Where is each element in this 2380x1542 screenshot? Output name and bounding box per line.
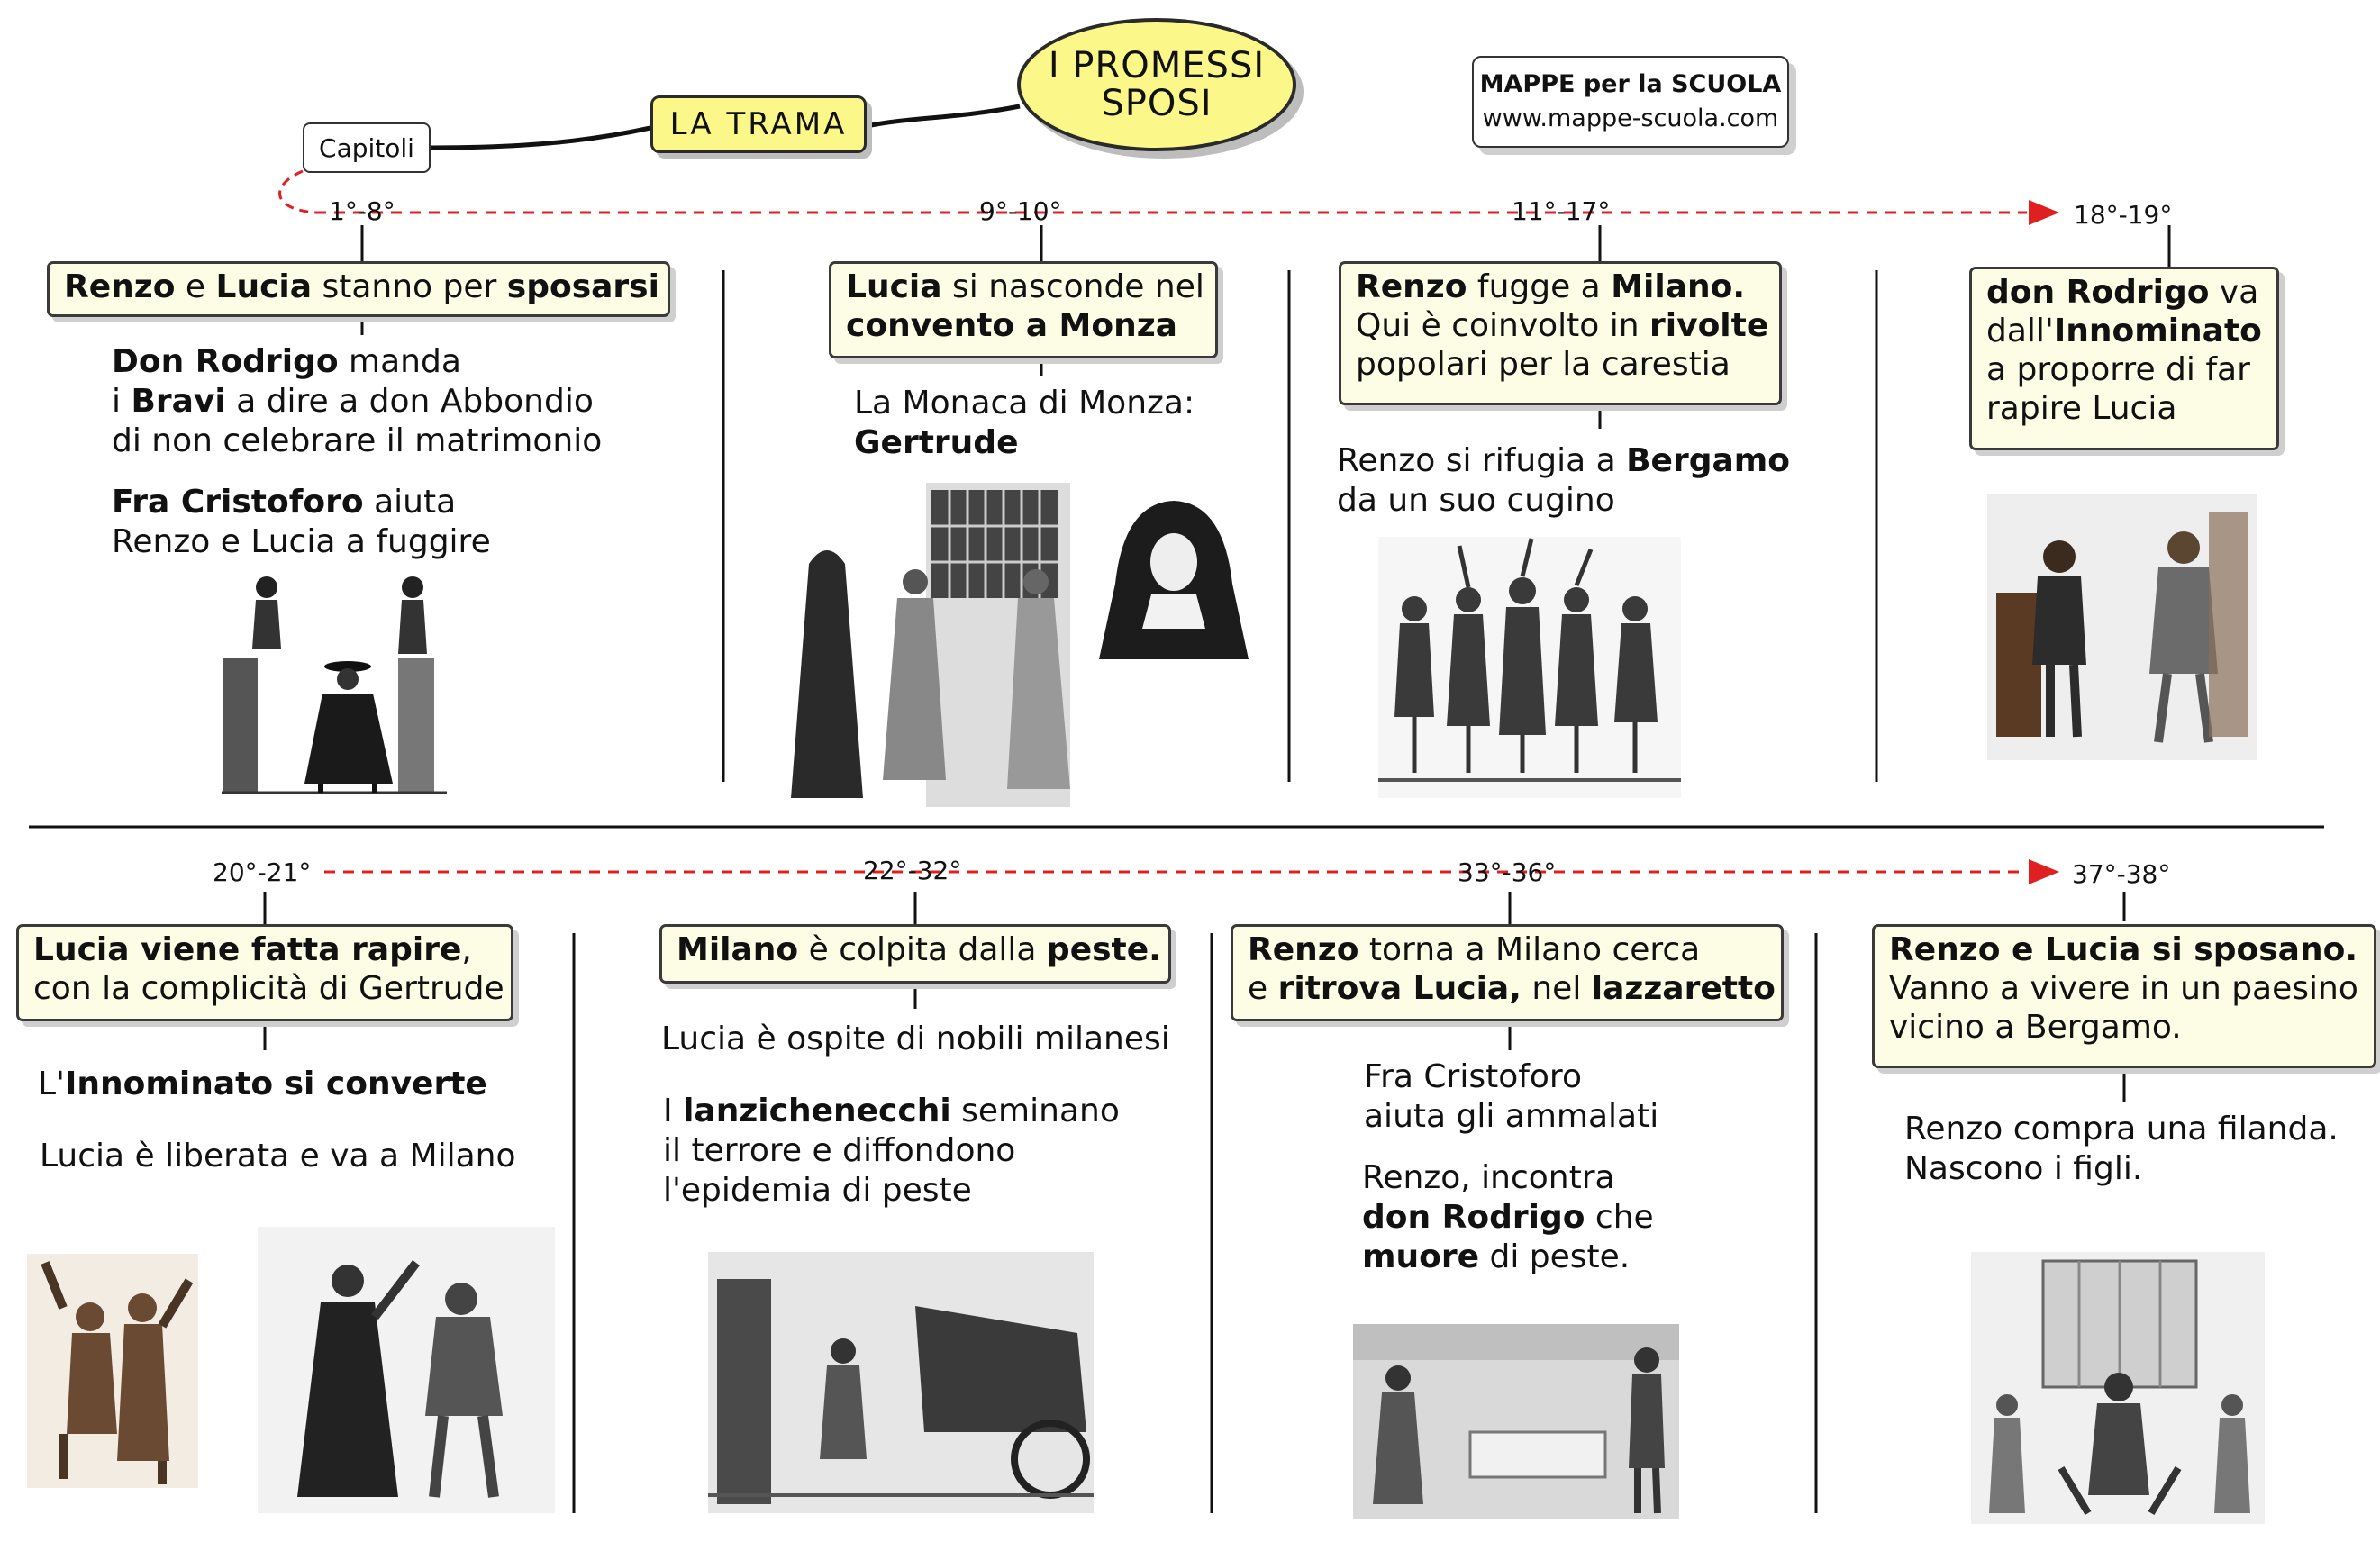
plot-box-6: [659, 924, 1171, 984]
plot-box-7: [1231, 924, 1784, 1021]
box-text: rivolte: [1649, 307, 1769, 344]
box-text: don Rodrigo: [1986, 274, 2210, 311]
title-line-2: SPOSI: [1101, 83, 1213, 124]
box-text: con la complicità di Gertrude: [33, 970, 504, 1007]
detail-text: a dire a don Abbondio: [225, 383, 594, 420]
timeline-bottom-arrow: [2029, 859, 2059, 884]
detail-text: il terrore e diffondono: [663, 1132, 1016, 1169]
title-line-1: I PROMESSI: [1048, 45, 1266, 86]
plot-box-2: [829, 261, 1218, 358]
box-text: e: [175, 268, 216, 305]
box-text: Lucia: [215, 268, 313, 305]
chapter-label: 20°-21°: [213, 857, 312, 887]
chapter-label: 18°-19°: [2074, 200, 2173, 230]
box-text: torna a Milano cerca: [1358, 931, 1701, 968]
title-node: [1017, 18, 1296, 151]
detail-text: Fra Cristoforo: [112, 484, 364, 521]
plot-detail: [663, 1092, 1120, 1211]
detail-text: L': [38, 1066, 65, 1102]
detail-text: manda: [338, 343, 461, 380]
box-text: stanno per: [312, 268, 507, 305]
box-text: lazzaretto: [1591, 970, 1776, 1007]
box-text: Vanno a vivere in un paesino: [1889, 970, 2358, 1007]
detail-text: Fra Cristoforo: [1364, 1058, 1582, 1095]
plot-box-1: [47, 261, 670, 317]
chapter-label: 11°-17°: [1512, 196, 1611, 226]
detail-text: seminano: [950, 1093, 1120, 1129]
detail-text: I: [663, 1093, 684, 1129]
plot-box-5: [16, 924, 513, 1021]
box-text: peste.: [1046, 931, 1161, 968]
box-text: nel: [1521, 970, 1592, 1007]
plot-box-3: [1339, 261, 1782, 405]
detail-text: aiuta gli ammalati: [1364, 1098, 1659, 1135]
box-text: vicino a Bergamo.: [1889, 1009, 2182, 1046]
box-text: Renzo: [64, 268, 176, 305]
box-text: Innominato: [2053, 313, 2262, 349]
plot-detail: [661, 1020, 1170, 1059]
box-text: va: [2209, 274, 2259, 311]
plot-detail: [1337, 441, 1790, 521]
branding-box: [1472, 56, 1789, 148]
capitoli-node: Capitoli: [303, 122, 431, 173]
box-text: a proporre di far: [1986, 351, 2250, 388]
box-text: Milano.: [1611, 268, 1746, 305]
plot-detail: [1904, 1110, 2339, 1189]
detail-text: che: [1585, 1199, 1654, 1236]
plot-detail: [112, 483, 491, 562]
title-connector: [867, 106, 1020, 126]
detail-text: di peste.: [1479, 1238, 1631, 1275]
subtitle-node: LA TRAMA: [650, 95, 867, 153]
illustration-bravi: [222, 567, 447, 802]
detail-text: Don Rodrigo: [112, 343, 339, 380]
illustration-lazzaretto: [1353, 1324, 1679, 1519]
detail-text: aiuta: [363, 484, 457, 521]
capitoli-connector: [280, 171, 315, 213]
illustration-gertrude: [1097, 494, 1250, 665]
plot-detail: [1364, 1057, 1658, 1137]
detail-text: Renzo si rifugia a: [1337, 442, 1627, 479]
illustration-peste: [708, 1252, 1094, 1513]
plot-detail: [1362, 1158, 1654, 1277]
box-text: Lucia: [846, 268, 942, 305]
plot-detail: [40, 1137, 516, 1176]
detail-text: muore: [1362, 1238, 1480, 1275]
detail-text: lanzichenecchi: [683, 1093, 951, 1129]
detail-text: Lucia è liberata e va a Milano: [40, 1138, 516, 1175]
box-text: Renzo: [1356, 268, 1467, 305]
illustration-rivolta: [1378, 537, 1681, 798]
box-text: convento a Monza: [846, 307, 1177, 344]
box-text: Lucia viene fatta rapire: [33, 931, 462, 968]
detail-text: Lucia è ospite di nobili milanesi: [661, 1020, 1170, 1057]
timeline-top-arrow: [2029, 200, 2059, 225]
box-text: è colpita dalla: [798, 931, 1047, 968]
box-text: Renzo e Lucia si sposano.: [1889, 931, 2357, 968]
illustration-matrimonio: [1971, 1252, 2265, 1524]
trama-connector: [431, 128, 650, 148]
detail-text: i: [112, 383, 132, 420]
plot-box-8: [1872, 924, 2376, 1068]
box-text: dall': [1986, 313, 2054, 349]
plot-detail: [38, 1065, 487, 1104]
box-text: Milano: [677, 931, 799, 968]
chapter-label: 33°-36°: [1458, 857, 1557, 887]
box-text: rapire Lucia: [1986, 390, 2177, 427]
detail-text: Renzo e Lucia a fuggire: [112, 523, 491, 560]
box-text: ,: [461, 931, 472, 968]
plot-detail: [112, 342, 602, 461]
illustration-rapimento: [27, 1254, 198, 1488]
box-text: fugge a: [1467, 268, 1612, 305]
plot-box-4: [1969, 267, 2279, 450]
box-text: ritrova Lucia,: [1277, 970, 1522, 1007]
chapter-label: 9°-10°: [979, 196, 1062, 226]
chapter-label: 37°-38°: [2072, 859, 2171, 889]
box-text: popolari per la carestia: [1356, 346, 1730, 383]
chapter-label: 1°-8°: [329, 196, 395, 226]
box-text: si nasconde nel: [941, 268, 1204, 305]
detail-text: Bergamo: [1626, 442, 1791, 479]
detail-text: Nascono i figli.: [1904, 1150, 2143, 1187]
plot-detail: [854, 384, 1195, 463]
detail-text: Gertrude: [854, 424, 1019, 461]
detail-text: di non celebrare il matrimonio: [112, 422, 603, 459]
detail-text: Renzo, incontra: [1362, 1159, 1615, 1196]
detail-text: da un suo cugino: [1337, 482, 1615, 519]
box-text: Qui è coinvolto in: [1356, 307, 1650, 344]
detail-text: don Rodrigo: [1362, 1199, 1585, 1236]
branding-name: MAPPE per la SCUOLA: [1479, 70, 1782, 98]
detail-text: Bravi: [131, 383, 226, 420]
detail-text: Innominato si converte: [64, 1066, 487, 1102]
chapter-label: 22°-32°: [863, 856, 962, 885]
box-text: e: [1248, 970, 1278, 1007]
illustration-convento: [782, 483, 1097, 807]
box-text: sposarsi: [506, 268, 659, 305]
branding-url[interactable]: www.mappe-scuola.com: [1482, 104, 1779, 132]
detail-text: Renzo compra una filanda.: [1904, 1111, 2339, 1147]
box-text: Renzo: [1248, 931, 1359, 968]
detail-text: La Monaca di Monza:: [854, 385, 1195, 422]
detail-text: l'epidemia di peste: [663, 1172, 972, 1209]
illustration-conversione: [258, 1227, 555, 1513]
illustration-innominato-visit: [1987, 494, 2257, 760]
